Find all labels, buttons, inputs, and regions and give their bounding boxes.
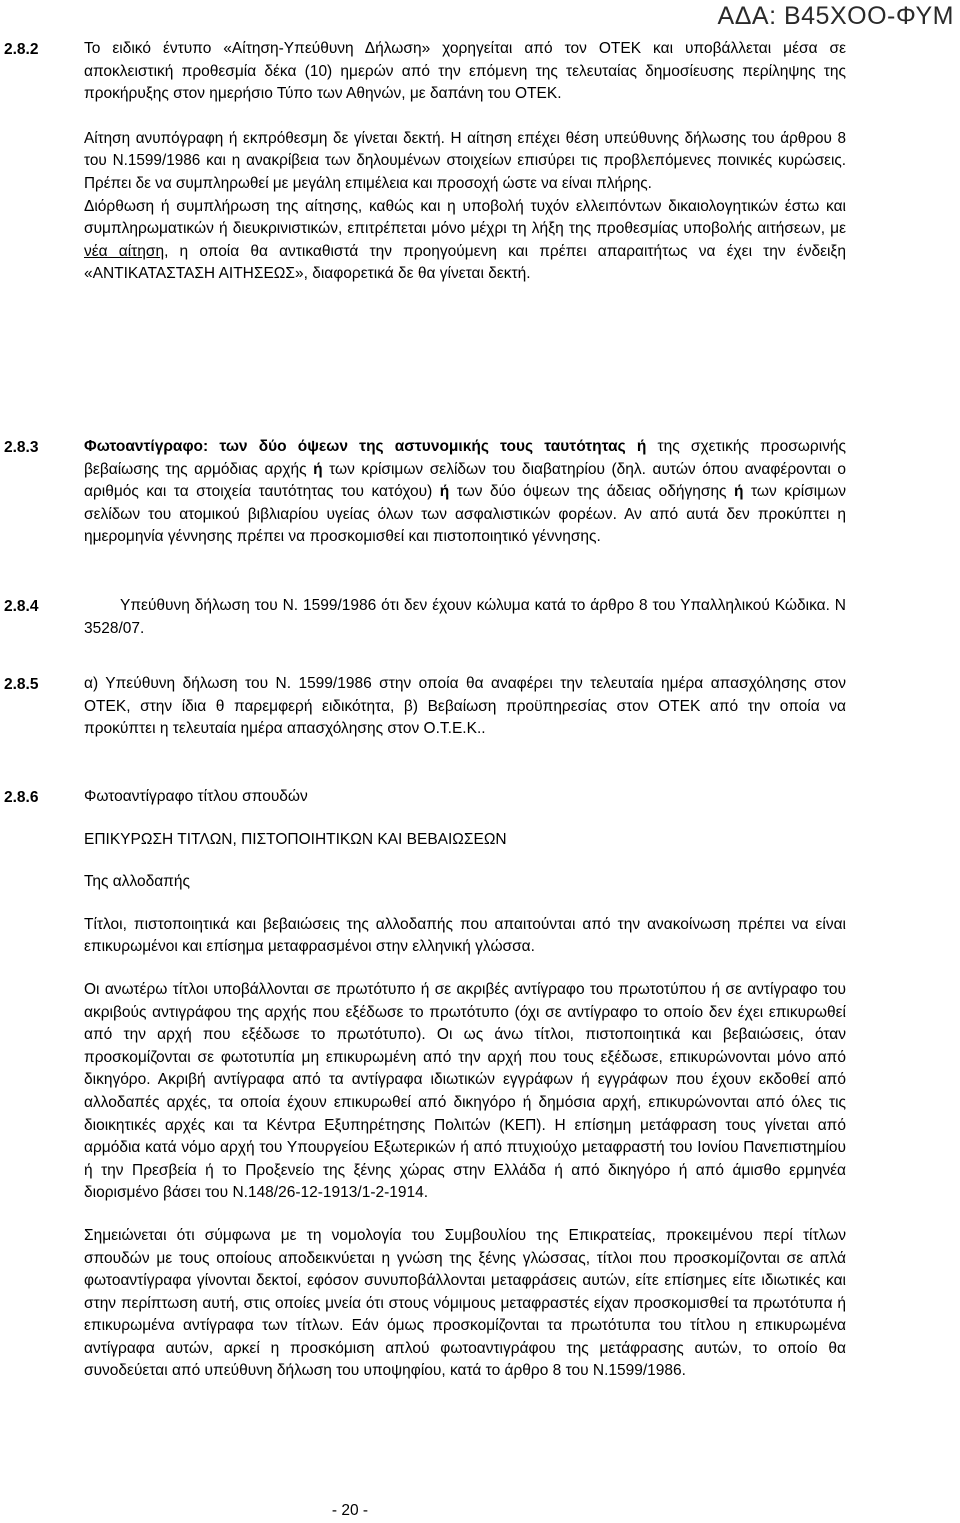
paragraph: Το ειδικό έντυπο «Αίτηση-Υπεύθυνη Δήλωση» χορηγείται από τον ΟΤΕΚ και υποβάλλεται μέσα σε αποκλειστική προθεσμία δέκα (10) ημερών από την επόμενη της τελευταίας δημοσίευσης περίληψης της προκήρυξης στον ημερήσιο Τύπο των Αθηνών, με δαπάνη του ΟΤΕΚ. [84,40,846,103]
paragraph: Υπεύθυνη δήλωση του Ν. 1599/1986 ότι δεν έχουν κώλυμα κατά το άρθρο 8 του Υπαλληλικού Κώδικα. Ν 3528/07. [84,597,846,637]
section-2-8-3 [84,436,846,549]
section-number-2-8-5: 2.8.5 [4,676,39,693]
ada-code: ΑΔΑ: Β45ΧΟΟ-ΦΥΜ [717,2,954,30]
paragraph: Τίτλοι, πιστοποιητικά και βεβαιώσεις της αλλοδαπής που απαιτούνται από την ανακοίνωση πρέπει να είναι επικυρωμένοι και επίσημα μεταφρασμένοι στην ελληνική γλώσσα. [84,915,846,956]
paragraph [84,436,846,549]
text: των κρίσιμων σελίδων του ατομικού βιβλιαρίου υγείας όλων των ασφαλιστικών φορέων. Αν από αυτά δεν προκύπτει η ημερομηνία γέννησης πρέπει να προσκομισθεί και πιστοποιητικό γέννησης. [84,483,846,546]
section-number-2-8-2: 2.8.2 [4,41,39,58]
section-number-2-8-3: 2.8.3 [4,439,39,456]
section-2-8-4 [84,595,846,640]
bold-text: ή [439,483,450,501]
bold-text: ή [313,460,323,478]
section-2-8-5 [84,673,846,741]
paragraph [84,196,846,286]
section-number-2-8-6: 2.8.6 [4,789,39,806]
subheading: Της αλλοδαπής [84,873,190,891]
text: της σχετικής προσωρινής βεβαίωσης της αρμόδιας αρχής [84,438,846,478]
bold-text: Φωτοαντίγραφο: των δύο όψεων της αστυνομικής τους ταυτότητας ή [84,438,647,455]
section-2-8-2 [84,38,846,286]
text: Διόρθωση ή συμπλήρωση της αίτησης, καθώς και η υποβολή τυχόν ελλειπόντων δικαιολογητικών έστω και συμπληρωματικών ή διευκρινιστικών, επιτρέπεται μόνο μέχρι τη λήξη της προθεσμίας υποβολής αιτήσεων, με [84,197,846,238]
underlined-text: νέα αίτηση [84,242,165,260]
text: των κρίσιμων σελίδων του διαβατηρίου (δηλ. αυτών όπου αναφέρονται ο αριθμός και τα στοιχεία ταυτότητας του κατόχου) [84,460,846,501]
text: , η οποία θα αντικαθιστά την προηγούμενη και πρέπει απαραιτήτως να έχει την ένδειξη «ΑΝΤΙΚΑΤΑΣΤΑΣΗ ΑΙΤΗΣΕΩΣ», διαφορετικά δε θα γίνεται δεκτή. [84,242,846,283]
paragraph: Σημειώνεται ότι σύμφωνα με τη νομολογία του Συμβουλίου της Επικρατείας, προκειμένου περί τίτλων σπουδών με τους οποίους αποδεικνύεται η γνώση της ξένης γλώσσας, τίτλοι που προσκομίζονται σε απλά φωτοαντίγραφα γίνονται δεκτοί, εφόσον συνυποβάλλονται μεταφράσεις αυτών, είτε επίσημες είτε ιδιωτικές και στην περίπτωση αυτή, στις οποίες μνεία ότι στους νόμιμους μεταφραστές είχαν προσκομισθεί τα πρωτότυπα ή επικυρωμένα αντίγραφα των τίτλων. Εάν όμως προσκομίζονται τα πρωτότυπα του τίτλου η επικυρωμένα αντίγραφα αυτών, αρκεί η προσκόμιση απλού φωτοαντιγράφου της μετάφρασης αυτών, το οποίο θα συνοδεύεται από υπεύθυνη δήλωση του υποψηφίου, κατά το άρθρο 8 του Ν.1599/1986. [84,1226,846,1380]
paragraph: Οι ανωτέρω τίτλοι υποβάλλονται σε πρωτότυπο ή σε ακριβές αντίγραφο του πρωτοτύπου ή σε αντίγραφο του ακριβούς αντιγράφου της αρχής που εξέδωσε το πρωτότυπο (όχι σε αντίγραφο το οποίο δεν έχει επικυρωθεί από την αρχή που εξέδωσε το πρωτότυπο). Οι ως άνω τίτλοι, πιστοποιητικά και βεβαιώσεις, όταν προσκομίζονται σε φωτοτυπία μη επικυρωμένη από την αρχή που τους εξέδωσε, επικυρώνονται μόνο από δικηγόρο. Ακριβή αντίγραφα από τα αντίγραφα ιδιωτικών εγγράφων ή εγγράφων που έχουν εκδοθεί από αλλοδαπές αρχές, τα οποία έχουν επικυρωθεί από δικηγόρο ή δημόσια αρχή, επικυρώνονται από όλες τις διοικητικές αρχές και τα Κέντρα Εξυπηρέτησης Πολιτών (ΚΕΠ). Η επίσημη μετάφραση τους γίνεται από αρμόδια κατά νόμο αρχή του Υπουργείου Εξωτερικών ή από πτυχιούχο μεταφραστή του Ιονίου Πανεπιστημίου ή την Πρεσβεία ή το Προξενείο της ξένης χώρας στην Ελλάδα ή από δικηγόρο ή από άμισθο ερμηνέα διορισμένο βάσει του Ν.148/26-12-1913/1-2-1914. [84,980,846,1202]
paragraph: Αίτηση ανυπόγραφη ή εκπρόθεσμη δε γίνεται δεκτή. Η αίτηση επέχει θέση υπεύθυνης δήλωσης του άρθρου 8 του Ν.1599/1986 και η ανακρίβεια των δηλουμένων στοιχείων επισύρει τις προβλεπόμενες ποινικές κυρώσεις. Πρέπει δε να συμπληρωθεί με μεγάλη επιμέλεια και προσοχή ώστε να είναι πλήρης. [84,129,846,192]
paragraph: α) Υπεύθυνη δήλωση του Ν. 1599/1986 στην οποία θα αναφέρει την τελευταία ημέρα απασχόλησης στον ΟΤΕΚ, στην ίδια θ παρεμφερή ειδικότητα, β) Βεβαίωση προϋπηρεσίας στον ΟΤΕΚ από την οποία να προκύπτει η τελευταία ημέρα απασχόλησης στον Ο.Τ.Ε.Κ.. [84,675,846,738]
section-2-8-6 [84,786,846,1383]
bold-text: ή [734,483,744,501]
section-title: Φωτοαντίγραφο τίτλου σπουδών [84,788,308,805]
section-number-2-8-4: 2.8.4 [4,598,39,615]
text: των δύο όψεων της άδειας οδήγησης [449,483,735,501]
heading: ΕΠΙΚΥΡΩΣΗ ΤΙΤΛΩΝ, ΠΙΣΤΟΠΟΙΗΤΙΚΩΝ ΚΑΙ ΒΕΒΑΙΩΣΕΩΝ [84,830,507,848]
page-number: - 20 - [331,1502,369,1519]
